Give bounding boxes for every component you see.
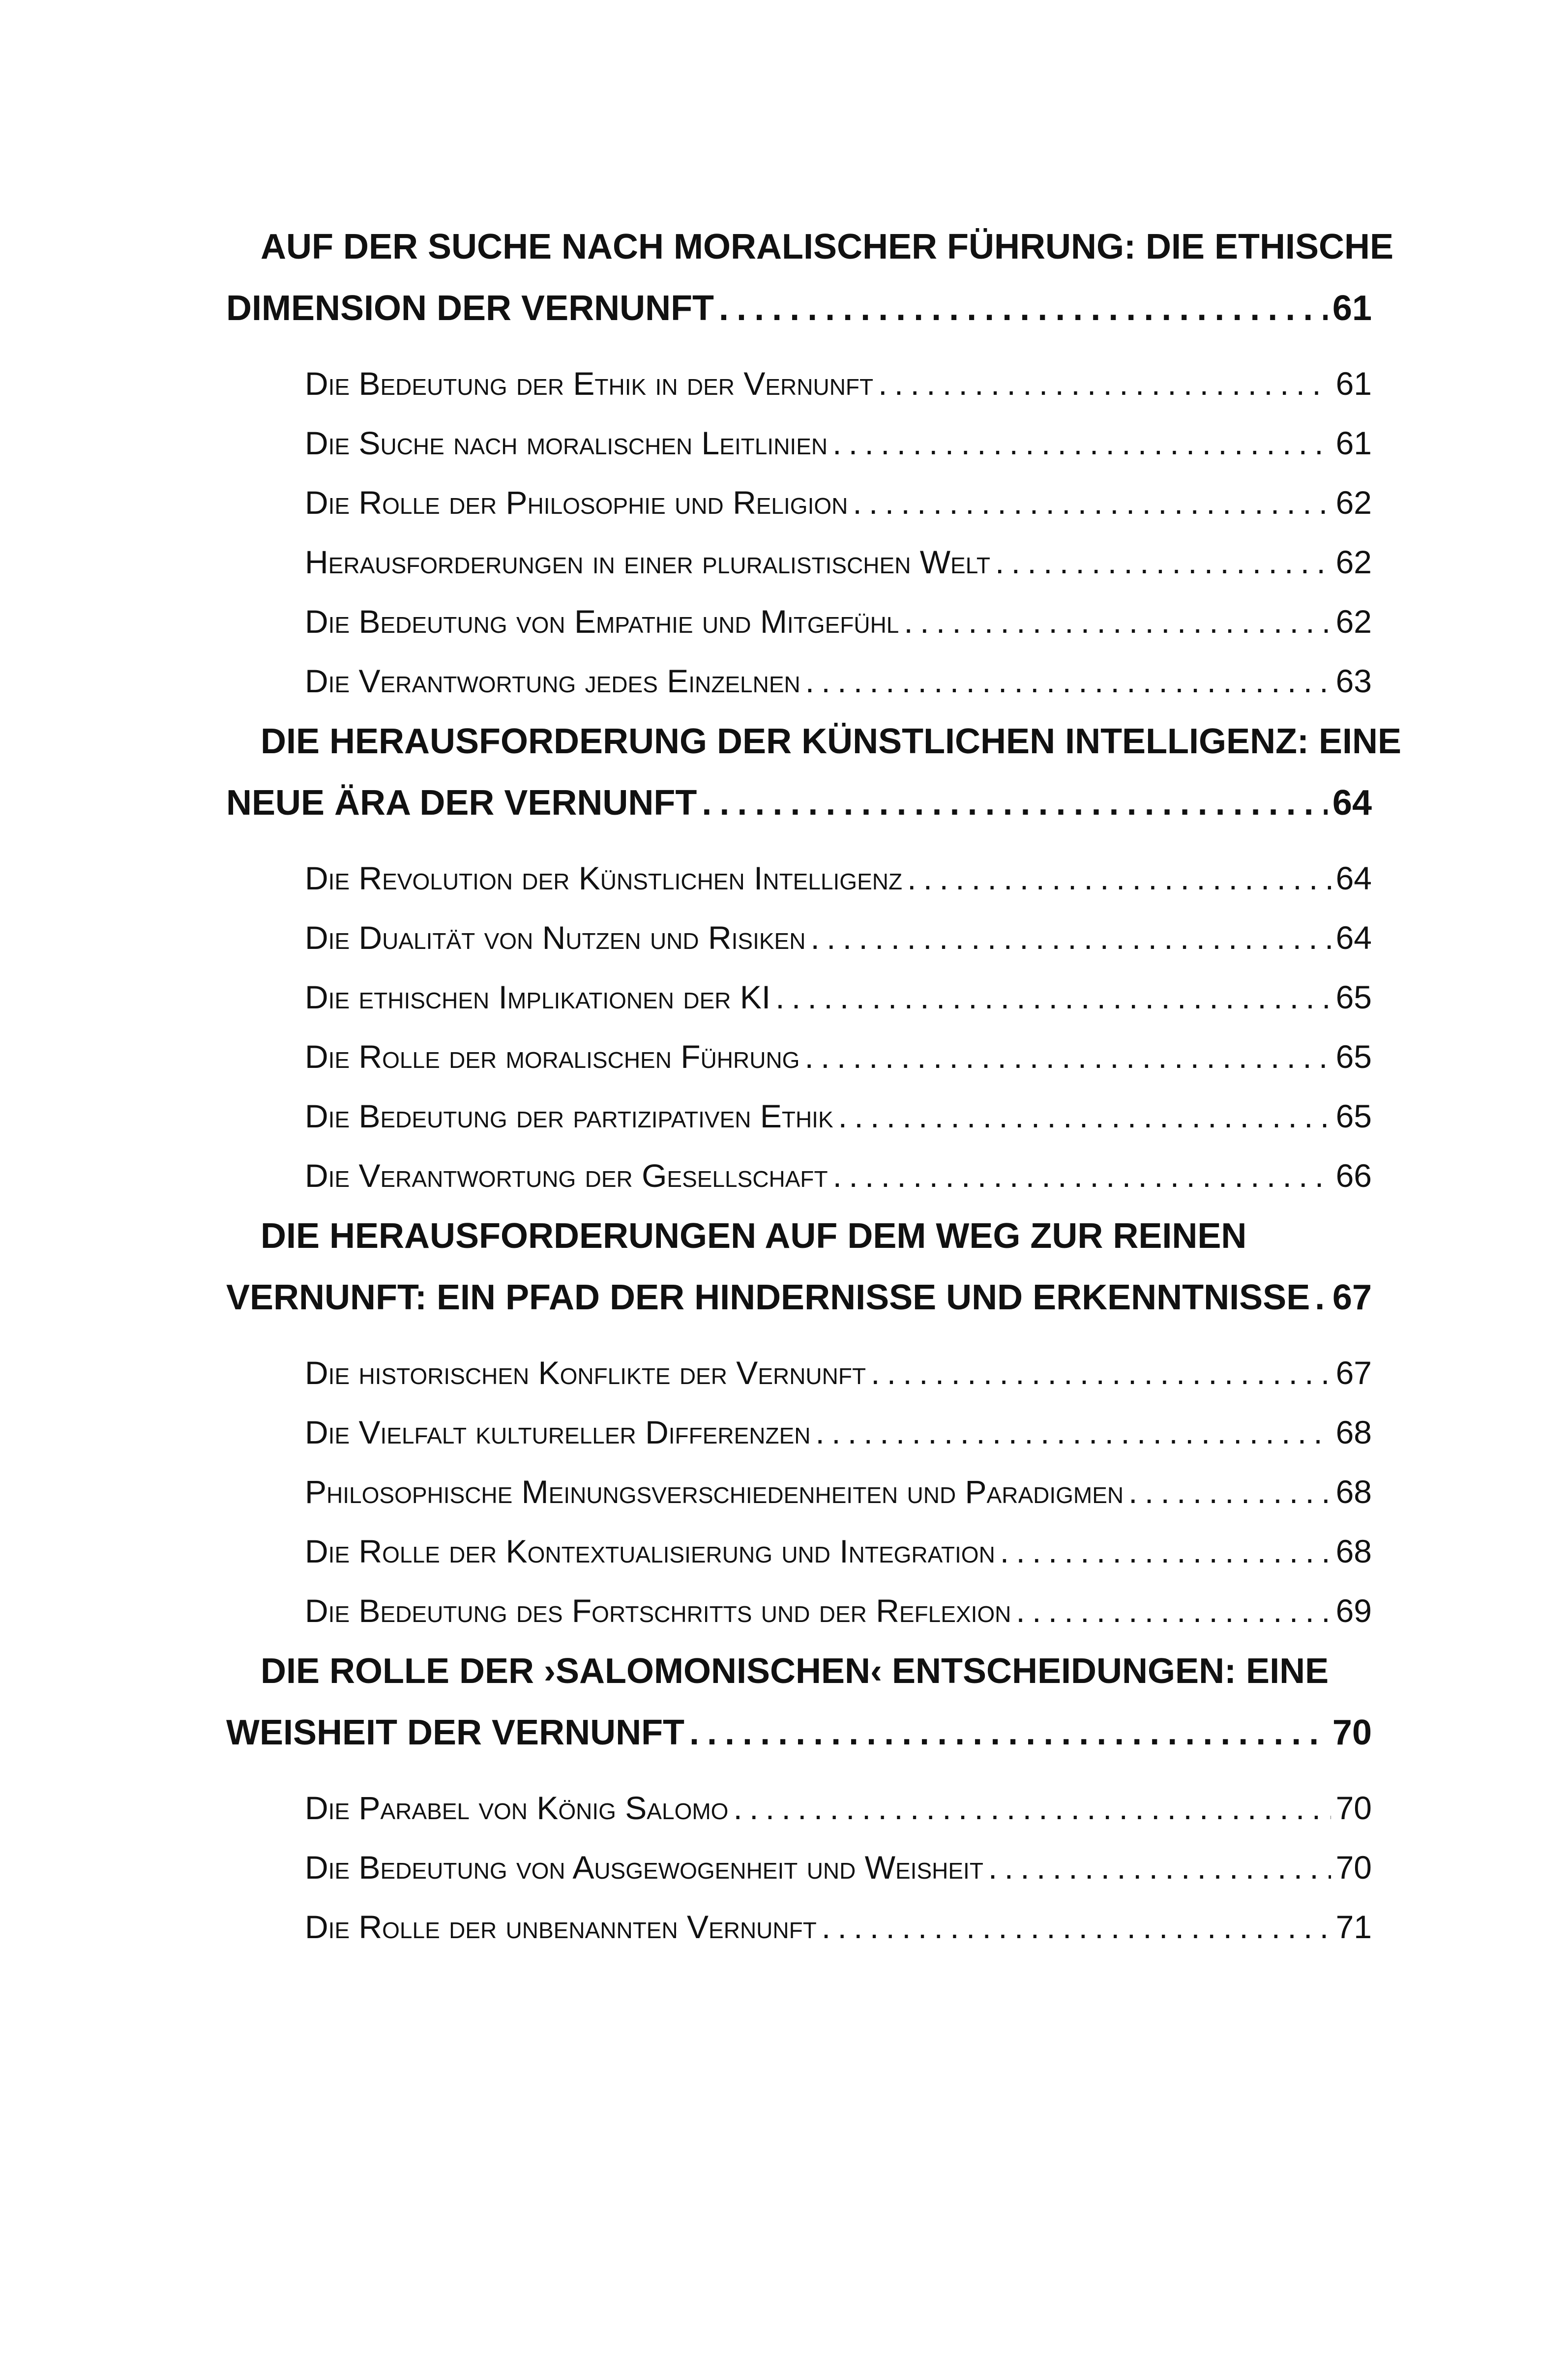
chapter-block bbox=[226, 711, 1402, 1206]
section-title: Die ethischen Implikationen der KI bbox=[305, 979, 771, 1015]
toc-entry[interactable] bbox=[226, 968, 1372, 1027]
toc-entry[interactable] bbox=[226, 1522, 1372, 1581]
section-page-number: 66 bbox=[1335, 1157, 1372, 1194]
chapter-page-number: 64 bbox=[1332, 783, 1372, 823]
dot-leader bbox=[904, 592, 1331, 651]
toc-entry[interactable] bbox=[226, 532, 1372, 592]
section-page-number: 68 bbox=[1335, 1533, 1372, 1569]
section-page-number: 67 bbox=[1335, 1355, 1372, 1391]
toc-entry[interactable] bbox=[226, 908, 1372, 968]
toc-entry[interactable] bbox=[226, 592, 1372, 651]
dot-leader bbox=[810, 908, 1331, 968]
chapter-title-line2: DIMENSION DER VERNUNFT bbox=[226, 289, 714, 328]
section-page-number: 65 bbox=[1335, 1098, 1372, 1134]
toc-entry[interactable] bbox=[226, 1897, 1372, 1957]
section-title: Die Suche nach moralischen Leitlinien bbox=[305, 425, 828, 461]
dot-leader bbox=[733, 1778, 1331, 1838]
toc-entry[interactable] bbox=[226, 1087, 1372, 1146]
chapter-page-number: 67 bbox=[1332, 1278, 1372, 1317]
dot-leader bbox=[995, 532, 1331, 592]
chapter-title-row bbox=[226, 278, 1372, 339]
section-title: Die Rolle der unbenannten Vernunft bbox=[305, 1909, 817, 1945]
chapter-title-row bbox=[226, 1267, 1372, 1328]
section-page-number: 69 bbox=[1335, 1593, 1372, 1629]
toc-entry[interactable] bbox=[226, 354, 1372, 413]
section-title: Die Rolle der Philosophie und Religion bbox=[305, 484, 848, 521]
dot-leader bbox=[775, 968, 1331, 1027]
section-title: Die Bedeutung von Ausgewogenheit und Weisheit bbox=[305, 1849, 983, 1886]
toc-entry[interactable] bbox=[226, 1027, 1372, 1087]
section-list bbox=[226, 849, 1372, 1206]
toc-entry[interactable] bbox=[226, 413, 1372, 473]
section-title: Die historischen Konflikte der Vernunft bbox=[305, 1355, 866, 1391]
dot-leader bbox=[833, 1146, 1331, 1206]
section-list bbox=[226, 1778, 1372, 1957]
section-title: Die Verantwortung der Gesellschaft bbox=[305, 1157, 828, 1194]
dot-leader bbox=[702, 772, 1328, 834]
section-page-number: 65 bbox=[1335, 1038, 1372, 1075]
chapter-page-number: 70 bbox=[1332, 1713, 1372, 1752]
dot-leader bbox=[1315, 1267, 1328, 1328]
dot-leader bbox=[816, 1403, 1331, 1462]
section-page-number: 63 bbox=[1335, 663, 1372, 699]
section-page-number: 62 bbox=[1335, 484, 1372, 521]
chapter-title-line2: VERNUNFT: EIN PFAD DER HINDERNISSE UND ERKENNTNISSE bbox=[226, 1278, 1310, 1317]
dot-leader bbox=[871, 1343, 1331, 1403]
section-title: Philosophische Meinungsverschiedenheiten und Paradigmen bbox=[305, 1474, 1124, 1510]
dot-leader bbox=[832, 413, 1331, 473]
dot-leader bbox=[1016, 1581, 1331, 1641]
toc-entry[interactable] bbox=[226, 1581, 1372, 1641]
section-title: Herausforderungen in einer pluralistischen Welt bbox=[305, 544, 990, 580]
section-list bbox=[226, 1343, 1372, 1641]
toc-entry[interactable] bbox=[226, 849, 1372, 908]
toc-entry[interactable] bbox=[226, 651, 1372, 711]
chapter-block bbox=[226, 1206, 1372, 1641]
section-title: Die Parabel von König Salomo bbox=[305, 1790, 729, 1826]
section-title: Die Revolution der Künstlichen Intelligenz bbox=[305, 860, 903, 896]
section-page-number: 65 bbox=[1335, 979, 1372, 1015]
chapter-title-line1: DIE HERAUSFORDERUNGEN AUF DEM WEG ZUR REINEN bbox=[261, 1216, 1247, 1256]
section-title: Die Verantwortung jedes Einzelnen bbox=[305, 663, 800, 699]
section-page-number: 64 bbox=[1335, 860, 1372, 896]
chapter-title-line2: WEISHEIT DER VERNUNFT bbox=[226, 1713, 685, 1752]
section-title: Die Bedeutung der partizipativen Ethik bbox=[305, 1098, 833, 1134]
toc-entry[interactable] bbox=[226, 1146, 1372, 1206]
chapter-block bbox=[226, 1641, 1372, 1957]
chapter-heading[interactable] bbox=[226, 1641, 1372, 1764]
chapter-title-line1: AUF DER SUCHE NACH MORALISCHER FÜHRUNG: DIE ETHISCHE bbox=[261, 227, 1394, 266]
chapter-heading[interactable] bbox=[226, 216, 1394, 339]
section-page-number: 70 bbox=[1335, 1790, 1372, 1826]
chapter-heading[interactable] bbox=[226, 1206, 1372, 1328]
dot-leader bbox=[804, 1027, 1331, 1087]
section-page-number: 61 bbox=[1335, 365, 1372, 402]
section-list bbox=[226, 354, 1372, 711]
toc-entry[interactable] bbox=[226, 1778, 1372, 1838]
dot-leader bbox=[838, 1087, 1331, 1146]
table-of-contents bbox=[226, 216, 1402, 1957]
dot-leader bbox=[1128, 1462, 1331, 1522]
section-page-number: 62 bbox=[1335, 544, 1372, 580]
section-title: Die Rolle der Kontextualisierung und Integration bbox=[305, 1533, 995, 1569]
toc-entry[interactable] bbox=[226, 473, 1372, 532]
dot-leader bbox=[719, 278, 1328, 339]
dot-leader bbox=[878, 354, 1331, 413]
section-page-number: 61 bbox=[1335, 425, 1372, 461]
dot-leader bbox=[988, 1838, 1331, 1897]
chapter-title-row bbox=[226, 1702, 1372, 1764]
chapter-title-line1: DIE ROLLE DER ›SALOMONISCHEN‹ ENTSCHEIDUNGEN: EINE bbox=[261, 1652, 1329, 1691]
dot-leader bbox=[1000, 1522, 1331, 1581]
section-title: Die Dualität von Nutzen und Risiken bbox=[305, 919, 806, 956]
toc-entry[interactable] bbox=[226, 1838, 1372, 1897]
chapter-title-line1: DIE HERAUSFORDERUNG DER KÜNSTLICHEN INTELLIGENZ: EINE bbox=[261, 722, 1402, 761]
section-page-number: 68 bbox=[1335, 1474, 1372, 1510]
chapter-title-row bbox=[226, 772, 1372, 834]
chapter-page-number: 61 bbox=[1332, 289, 1372, 328]
toc-entry[interactable] bbox=[226, 1403, 1372, 1462]
chapter-heading[interactable] bbox=[226, 711, 1402, 834]
dot-leader bbox=[805, 651, 1331, 711]
section-title: Die Vielfalt kultureller Differenzen bbox=[305, 1414, 811, 1450]
toc-entry[interactable] bbox=[226, 1462, 1372, 1522]
toc-entry[interactable] bbox=[226, 1343, 1372, 1403]
dot-leader bbox=[689, 1702, 1328, 1764]
section-page-number: 71 bbox=[1335, 1909, 1372, 1945]
section-page-number: 62 bbox=[1335, 603, 1372, 640]
chapter-block bbox=[226, 216, 1394, 711]
dot-leader bbox=[907, 849, 1331, 908]
section-page-number: 64 bbox=[1335, 919, 1372, 956]
section-page-number: 68 bbox=[1335, 1414, 1372, 1450]
chapter-title-line2: NEUE ÄRA DER VERNUNFT bbox=[226, 783, 697, 823]
section-title: Die Bedeutung des Fortschritts und der Reflexion bbox=[305, 1593, 1011, 1629]
section-title: Die Bedeutung der Ethik in der Vernunft bbox=[305, 365, 874, 402]
section-title: Die Rolle der moralischen Führung bbox=[305, 1038, 800, 1075]
section-page-number: 70 bbox=[1335, 1849, 1372, 1886]
section-title: Die Bedeutung von Empathie und Mitgefühl bbox=[305, 603, 899, 640]
dot-leader bbox=[822, 1897, 1331, 1957]
dot-leader bbox=[853, 473, 1331, 532]
